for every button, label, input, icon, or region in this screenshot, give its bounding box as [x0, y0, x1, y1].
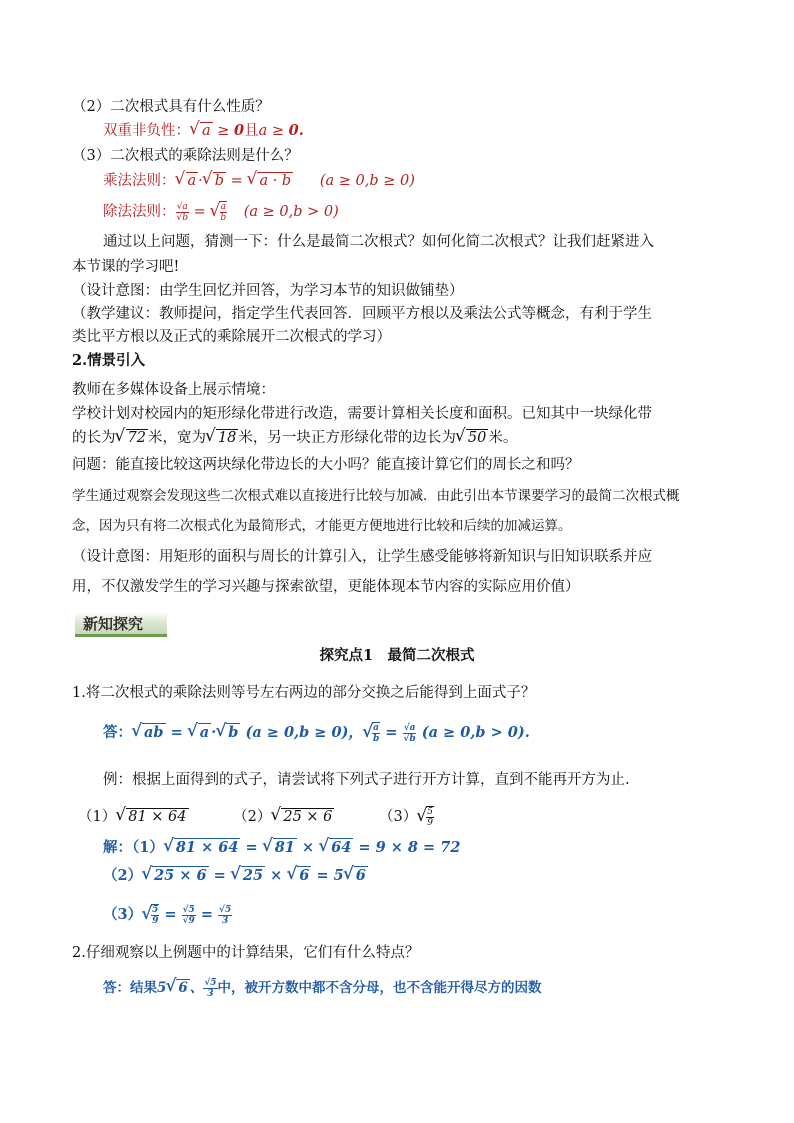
- property-label: 双重非负性：: [103, 123, 190, 139]
- intro-para-1: 通过以上问题，猜测一下：什么是最简二次根式？如何化简二次根式？让我们赶紧进入: [103, 234, 654, 250]
- design-note-2a: （设计意图：用矩形的面积与周长的计算引入，让学生感受能够将新知识与旧知识联系并应: [72, 549, 652, 565]
- mult-label: 乘法法则：: [103, 173, 176, 189]
- solution-1: 解：（1）√ 81 × 64 = √ 81 × √ 64 = 9 × 8 = 72: [103, 838, 460, 858]
- mult-rule: [103, 171, 415, 191]
- exercise-row: （1）√ 81 × 64 （2）√ 25 × 6 （3） √ $\frac{5}{9}$: [78, 806, 434, 828]
- div-rule: [103, 201, 339, 223]
- scene-line-2: 的长为√ 72 米，宽为√ 18 米，另一块正方形绿化带的边长为√ 50 米。: [72, 428, 517, 448]
- banner-label: 新知探究: [83, 615, 144, 633]
- property-formula: √ a ≥ 0: [190, 123, 244, 139]
- design-note-1: （设计意图：由学生回忆并回答，为学习本节的知识做铺垫）: [72, 283, 464, 299]
- scene-intro: 教师在多媒体设备上展示情境：: [72, 382, 275, 398]
- div-label: 除法法则：: [103, 204, 176, 220]
- section-banner: [75, 612, 167, 637]
- advice-note-2: 类比平方根以及正式的乘除展开二次根式的学习）: [72, 329, 391, 345]
- property-and: 且: [244, 123, 259, 139]
- scene-line-1: 学校计划对校园内的矩形绿化带进行改造，需要计算相关长度和面积。已知其中一块绿化带: [72, 406, 652, 422]
- property-line: 双重非负性：√ a ≥ 0且a ≥ 0.: [103, 121, 304, 141]
- observation-1: 学生通过观察会发现这些二次根式难以直接进行比较与加减．由此引出本节课要学习的最简二次根式概: [72, 488, 680, 504]
- observation-2: 念，因为只有将二次根式化为最简形式，才能更方便地进行比较和后续的加减运算。: [72, 518, 572, 534]
- intro-para-2: 本节课的学习吧!: [72, 259, 180, 275]
- q2-text: （2）二次根式具有什么性质？: [72, 99, 270, 115]
- sqrt-72: √ 72: [116, 430, 148, 446]
- section-2-heading: 2.情景引入: [72, 352, 146, 369]
- answer-label: 答：: [103, 724, 132, 741]
- question-1: 1.将二次根式的乘除法则等号左右两边的部分交换之后能得到上面式子？: [72, 685, 536, 701]
- solution-2: （2）√ 25 × 6 = √ 25 × √ 6 = 5√ 6: [103, 866, 368, 886]
- sqrt-50: √ 50: [456, 430, 488, 446]
- sqrt-18: √ 18: [206, 430, 238, 446]
- design-note-2b: 用，不仅激发学生的学习兴趣与探索欲望，更能体现本节内容的实际应用价值）: [72, 579, 580, 595]
- solution-3: （3） √ $\frac{5}{9}$ = $\frac{√5}{√9}$ = $\frac{√5}{3}$: [103, 904, 232, 926]
- mult-formula: √ a ·√ b = √ a · b: [176, 173, 294, 189]
- example-text: 例：根据上面得到的式子，请尝试将下列式子进行开方计算，直到不能再开方为止.: [103, 772, 630, 788]
- question-2: 2.仔细观察以上例题中的计算结果，它们有什么特点？: [72, 945, 420, 961]
- advice-note-1: （教学建议：教师提问，指定学生代表回答．回顾平方根以及乘法公式等概念，有利于学生: [72, 306, 652, 322]
- answer-1: 答：√ ab = √ a ·√ b (a ≥ 0,b ≥ 0)， √ $\frac{a}{b}$ = $\frac{√a}{√b}$ (a ≥ 0,b > 0).: [103, 722, 530, 744]
- answer-2: 答：结果5√ 6 、 $\frac{√5}{3}$ 中，被开方数中都不含分母，也不含能开得尽方的因数: [103, 978, 542, 999]
- q3-text: （3）二次根式的乘除法则是什么？: [72, 148, 299, 164]
- explore-title: 探究点1 最简二次根式: [319, 647, 475, 664]
- question-text: 问题：能直接比较这两块绿化带边长的大小吗？能直接计算它们的周长之和吗？: [72, 457, 580, 473]
- div-formula: $\frac{√a}{√b}$ = √ $\frac{a}{b}$: [176, 204, 228, 220]
- mult-condition: (a ≥ 0,b ≥ 0): [319, 173, 415, 189]
- div-condition: (a ≥ 0,b > 0): [243, 204, 339, 220]
